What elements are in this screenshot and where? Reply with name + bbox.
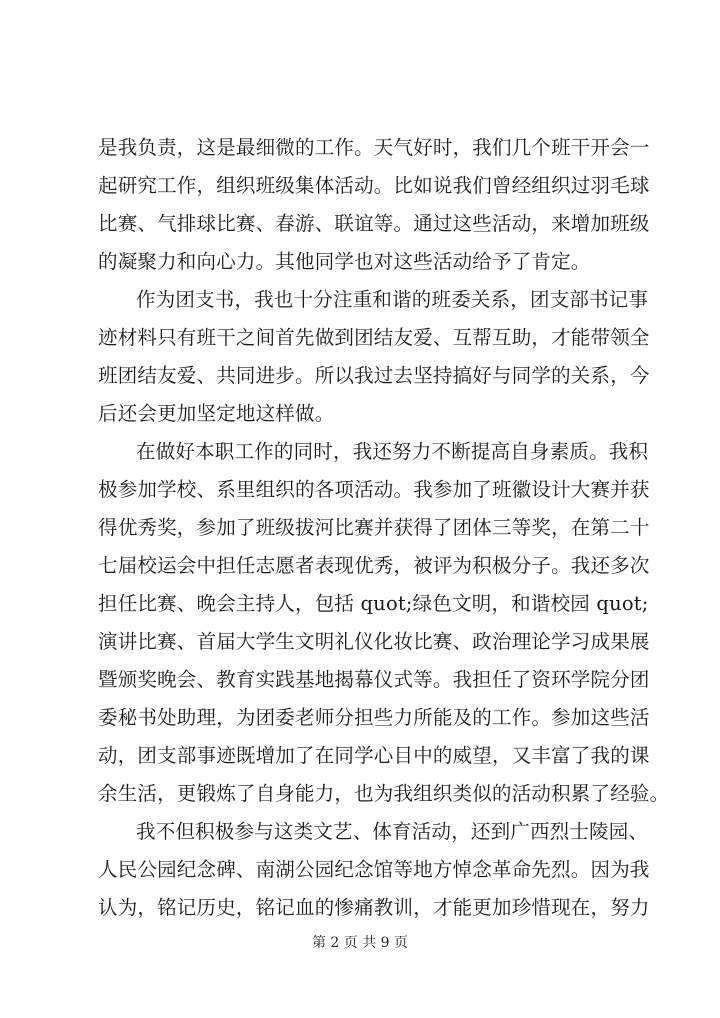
text-line: 迹材料只有班干之间首先做到团结友爱、互帮互助，才能带领全 (98, 326, 650, 349)
text-line: 余生活，更锻炼了自身能力，也为我组织类似的活动积累了经验。 (98, 782, 670, 805)
paragraph-first-line: 我不但积极参与这类文艺、体育活动，还到广西烈士陵园、 (136, 820, 649, 843)
text-line: 起研究工作，组织班级集体活动。比如说我们曾经组织过羽毛球 (98, 174, 650, 197)
text-line: 认为，铭记历史，铭记血的惨痛教训，才能更加珍惜现在，努力 (98, 896, 650, 919)
text-line: 人民公园纪念碑、南湖公园纪念馆等地方悼念革命先烈。因为我 (98, 858, 650, 881)
page-number-footer: 第 2 页 共 9 页 (311, 935, 409, 951)
text-line: 比赛、气排球比赛、春游、联谊等。通过这些活动，来增加班级 (98, 212, 650, 235)
text-line: 后还会更加坚定地这样做。 (98, 402, 335, 425)
text-line: 极参加学校、系里组织的各项活动。我参加了班徽设计大赛并获 (98, 478, 650, 501)
text-line: 暨颁奖晚会、教育实践基地揭幕仪式等。我担任了资环学院分团 (98, 668, 650, 691)
text-line: 班团结友爱、共同进步。所以我过去坚持搞好与同学的关系，今 (98, 364, 650, 387)
text-line: 委秘书处助理，为团委老师分担些力所能及的工作。参加这些活 (98, 706, 650, 729)
text-line: 是我负责，这是最细微的工作。天气好时，我们几个班干开会一 (98, 136, 650, 159)
text-line: 动，团支部事迹既增加了在同学心目中的威望，又丰富了我的课 (98, 744, 650, 767)
paragraph-first-line: 在做好本职工作的同时，我还努力不断提高自身素质。我积 (136, 440, 649, 463)
text-line: 的凝聚力和向心力。其他同学也对这些活动给予了肯定。 (98, 250, 591, 273)
text-line: 演讲比赛、首届大学生文明礼仪化妆比赛、政治理论学习成果展 (98, 630, 650, 653)
text-line: 七届校运会中担任志愿者表现优秀，被评为积极分子。我还多次 (98, 554, 650, 577)
text-line: 得优秀奖，参加了班级拔河比赛并获得了团体三等奖，在第二十 (98, 516, 650, 539)
text-line: 担任比赛、晚会主持人，包括 quot;绿色文明，和谐校园 quot; (98, 592, 649, 615)
paragraph-first-line: 作为团支书，我也十分注重和谐的班委关系，团支部书记事 (136, 288, 649, 311)
